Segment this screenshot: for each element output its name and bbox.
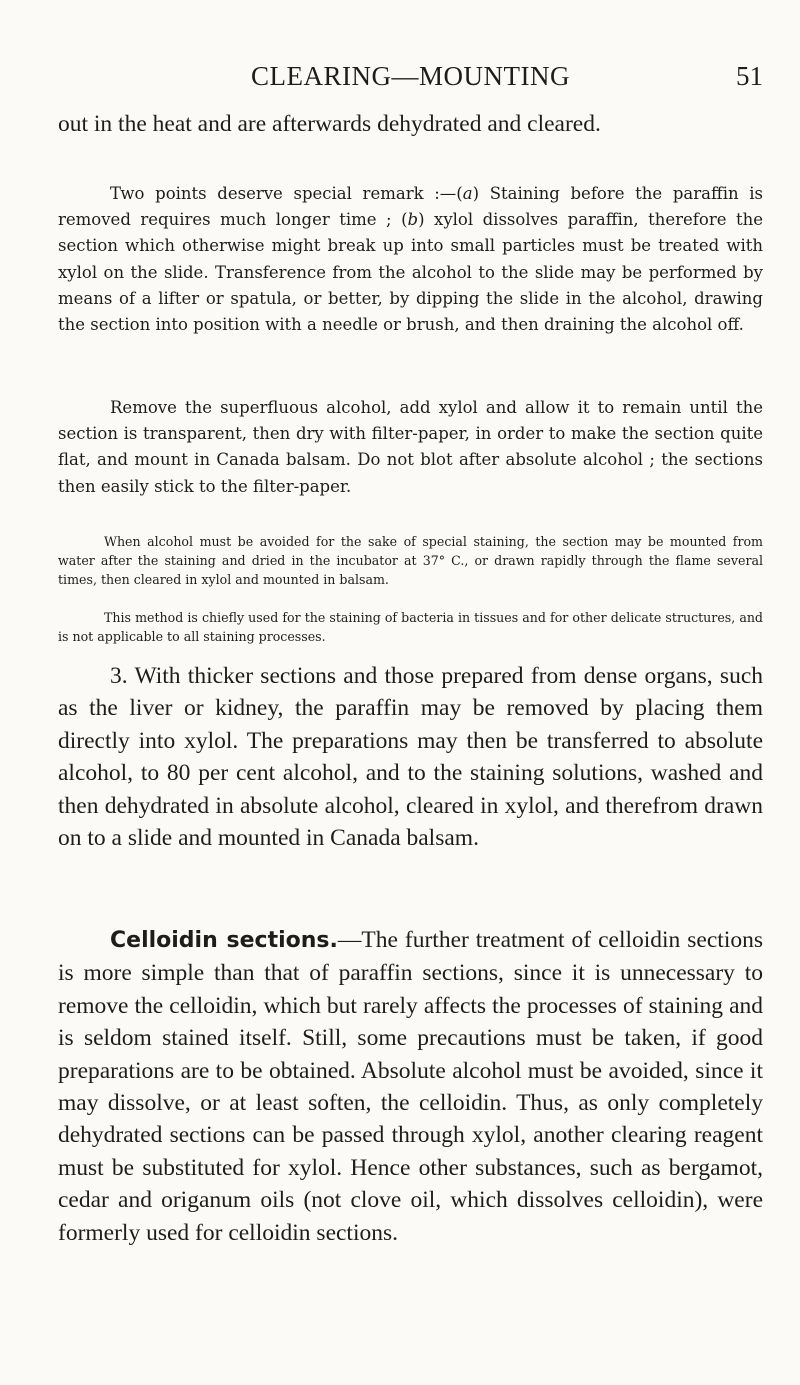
- item-label-b: b: [407, 210, 419, 230]
- running-head: [58, 56, 763, 96]
- paragraph-text: ) Staining before the paraffin is removed requires much longer time ; (: [58, 184, 763, 230]
- page-number: 51: [736, 61, 763, 91]
- note-method-usage: This method is chiefly used for the staining of bacteria in tissues and for other delicate structures, and is not applicable to all staining processes.: [58, 610, 763, 644]
- paragraph-celloidin-sections: [58, 924, 763, 1249]
- item-label-a: a: [462, 184, 473, 203]
- paragraph-thicker-sections: 3. With thicker sections and those prepared from dense organs, such as the liver or kidney, the paraffin may be removed by placing them directly into xylol. The preparations may then be transferred to absolute alcohol, to 80 per cent alcohol, and to the staining solutions, washed and then dehydrated in absolute alcohol, cleared in xylol, and therefrom drawn on to a slide and mounted in Canada balsam.: [58, 663, 763, 852]
- paragraph-continuation: out in the heat and are afterwards dehydrated and cleared.: [58, 111, 601, 137]
- paragraph-two-points: [58, 181, 763, 338]
- paragraph-text: ) xylol dissolves paraffin, therefore the section which otherwise might break up into small particles must be treated with xylol on the slide. Transference from the alcohol to the slide may be performed by means of a lifter or spatula, or better, by dipping the slide in the alcohol, drawing the section into position with a needle or brush, and then draining the alcohol off.: [58, 210, 763, 335]
- section-heading: Celloidin sections.: [110, 928, 338, 953]
- paragraph-text: Two points deserve special remark :—(: [110, 184, 463, 203]
- running-title: CLEARING—MOUNTING: [251, 61, 570, 91]
- paragraph-remove-alcohol: Remove the superfluous alcohol, add xylol and allow it to remain until the section is transparent, then dry with filter-paper, in order to make the section quite flat, and mount in Canada balsam. Do not blot after absolute alcohol ; the sections then easily stick to the filter-paper.: [58, 398, 763, 496]
- paragraph-text: —The further treatment of celloidin sections is more simple than that of paraffin sections, since it is unnecessary to remove the celloidin, which but rarely affects the processes of staining and is seldom stained itself. Still, some precautions must be taken, if good preparations are to be obtained. Absolute alcohol must be avoided, since it may dissolve, or at least soften, the celloidin. Thus, as only completely dehydrated sections can be passed through xylol, another clearing reagent must be substituted for xylol. Hence other substances, such as bergamot, cedar and origanum oils (not clove oil, which dissolves celloidin), were formerly used for celloidin sections.: [58, 927, 764, 1246]
- note-avoid-alcohol: When alcohol must be avoided for the sake of special staining, the section may be mounted from water after the staining and dried in the incubator at 37° C., or drawn rapidly through the flame several times, then cleared in xylol and mounted in balsam.: [58, 534, 763, 587]
